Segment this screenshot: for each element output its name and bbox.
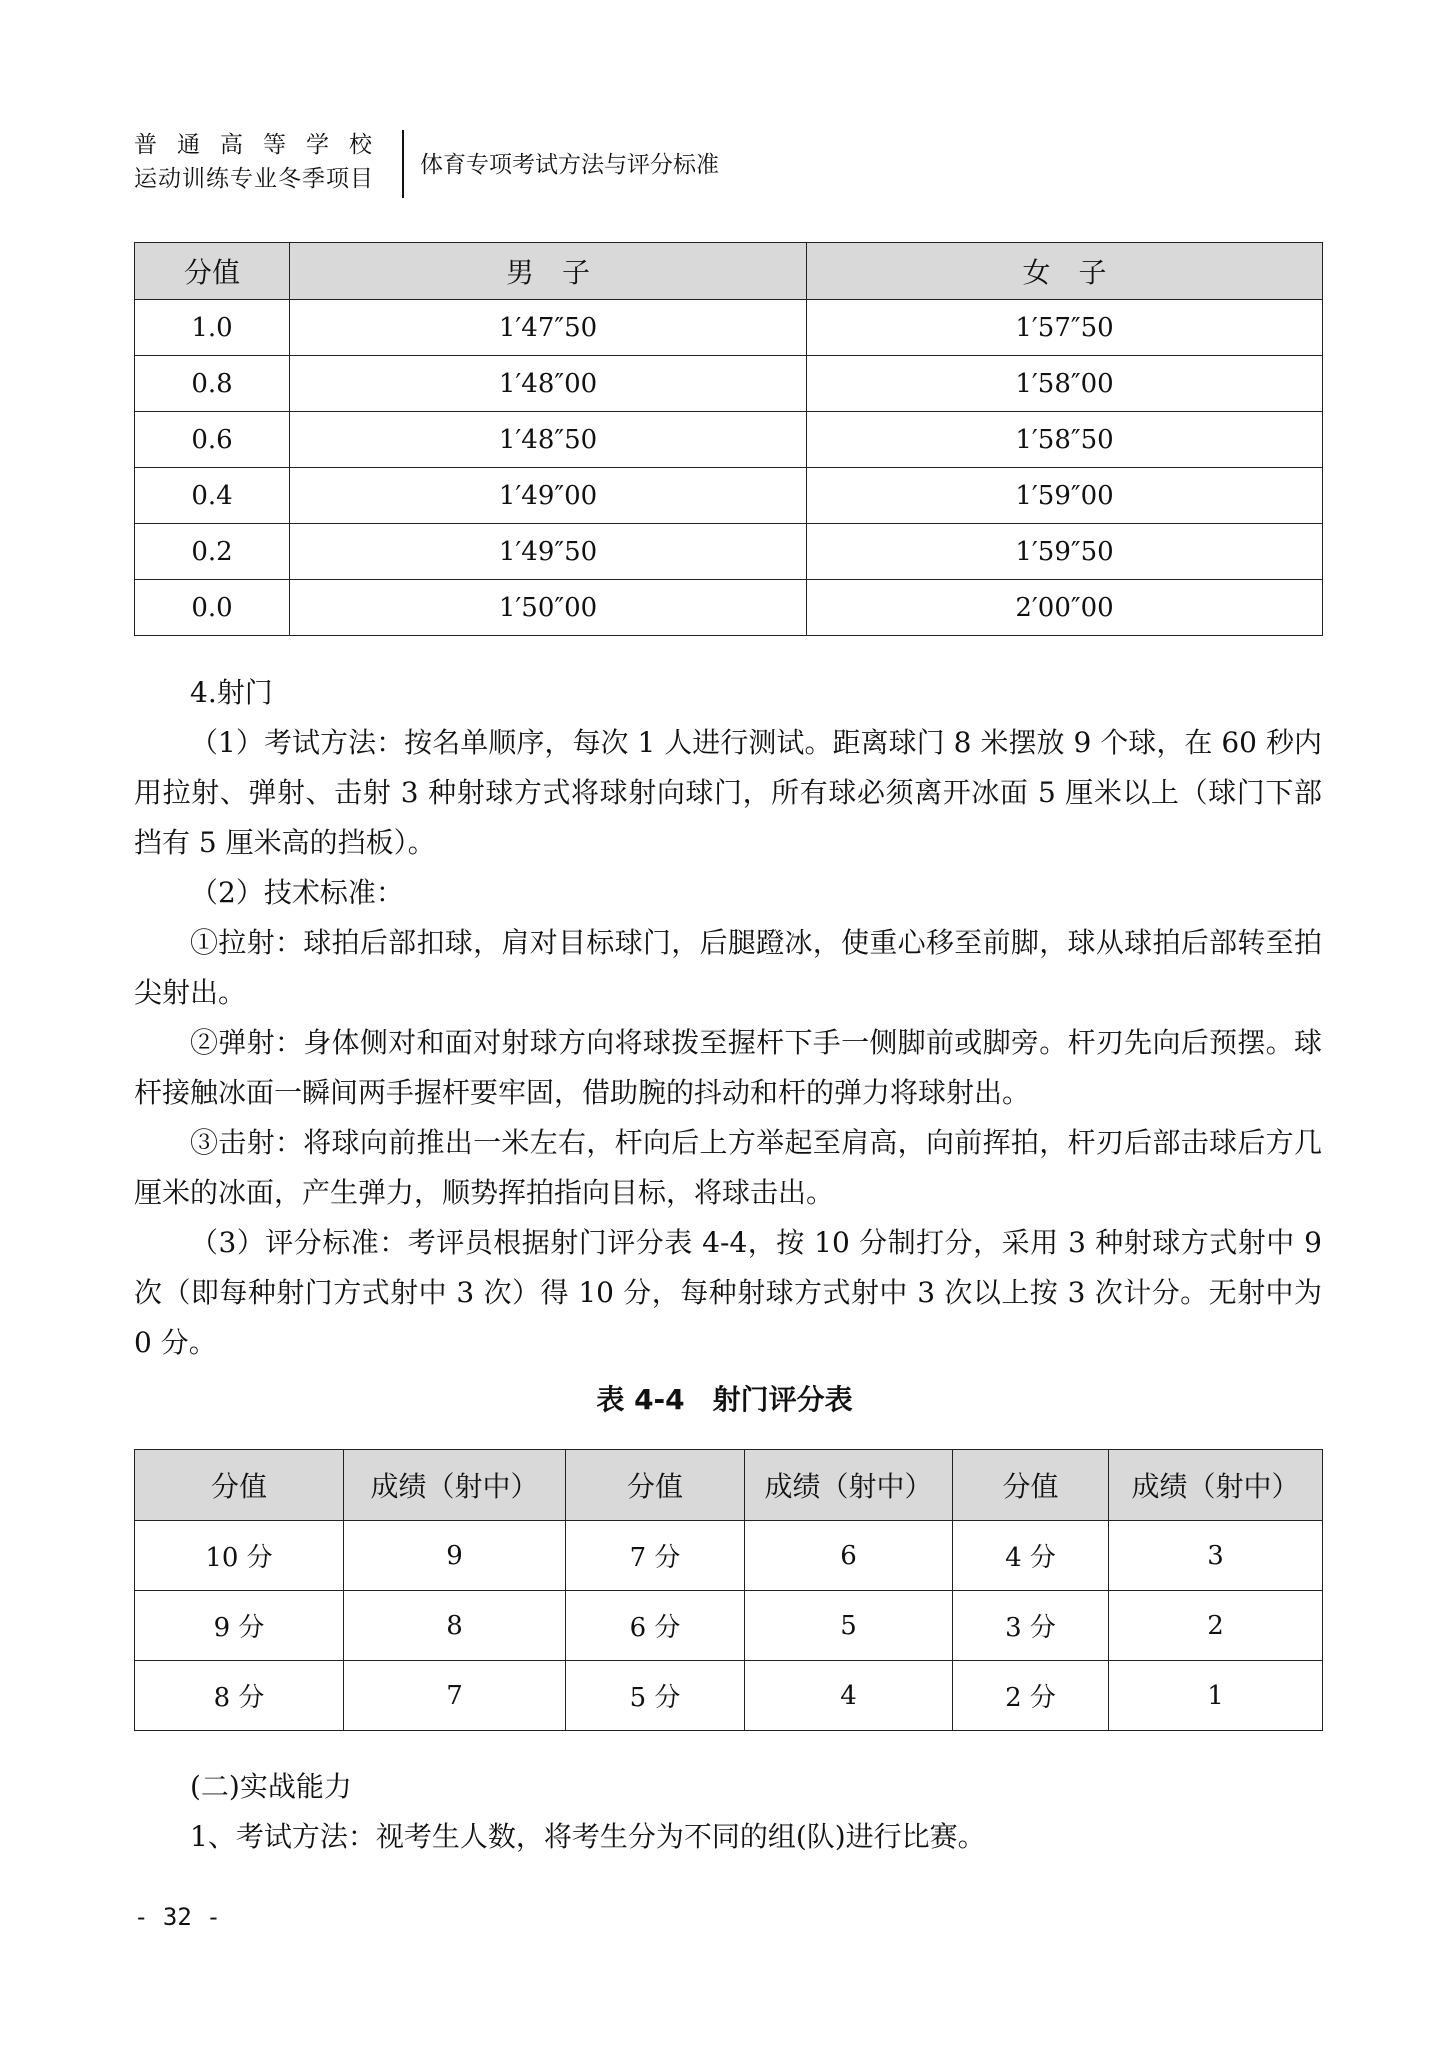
- page-number: - 32 -: [134, 1903, 221, 1931]
- table-cell: 0.2: [135, 524, 290, 580]
- table-cell: 0.0: [135, 580, 290, 636]
- table-cell: 8: [344, 1591, 566, 1661]
- header-title: 体育专项考试方法与评分标准: [420, 152, 719, 178]
- header-line2: 运动训练专业冬季项目: [134, 166, 374, 192]
- table-cell: 6 分: [566, 1591, 745, 1661]
- table-cell: 2 分: [953, 1661, 1109, 1731]
- table-row: [135, 1521, 1323, 1591]
- table-cell: 1′59″50: [807, 524, 1323, 580]
- table-row: [135, 412, 1323, 468]
- table-cell: 1′58″50: [807, 412, 1323, 468]
- table-cell: 1: [1109, 1661, 1323, 1731]
- table-cell: 1′58″00: [807, 356, 1323, 412]
- table-caption: 表 4-4 射门评分表: [596, 1383, 853, 1416]
- combat-heading: (二)实战能力: [190, 1770, 352, 1803]
- table-cell: 1′49″00: [290, 468, 807, 524]
- tech-paragraph-3: ③击射：将球向前推出一米左右，杆向后上方举起至肩高，向前挥拍，杆刃后部击球后方几厘米的冰面，产生弹力，顺势挥拍指向目标，将球击出。: [134, 1126, 1322, 1209]
- header-cell: 分值: [953, 1450, 1109, 1521]
- table-cell: 1′48″00: [290, 356, 807, 412]
- table-cell: 0.6: [135, 412, 290, 468]
- table-cell: 1.0: [135, 300, 290, 356]
- table-cell: 0.8: [135, 356, 290, 412]
- method-paragraph: （1）考试方法：按名单顺序，每次 1 人进行测试。距离球门 8 米摆放 9 个球，在 60 秒内用拉射、弹射、击射 3 种射球方式将球射向球门，所有球必须离开冰面 5 厘米以上（球门下部挡有 5 厘米高的挡板）。: [134, 726, 1322, 859]
- table-cell: 7: [344, 1661, 566, 1731]
- table-cell: 4 分: [953, 1521, 1109, 1591]
- header-cell: 女 子: [807, 243, 1323, 300]
- table-header-row: [135, 243, 1323, 300]
- table-cell: 7 分: [566, 1521, 745, 1591]
- table-cell: 6: [745, 1521, 953, 1591]
- header-line1: 普通高等学校: [134, 132, 392, 158]
- table-row: [135, 468, 1323, 524]
- header-cell: 成绩（射中）: [344, 1450, 566, 1521]
- table-row: [135, 356, 1323, 412]
- table-cell: 9: [344, 1521, 566, 1591]
- table-row: [135, 524, 1323, 580]
- combat-method: 1、考试方法：视考生人数，将考生分为不同的组(队)进行比赛。: [190, 1820, 986, 1853]
- table-cell: 8 分: [135, 1661, 344, 1731]
- table-row: [135, 1591, 1323, 1661]
- time-score-table: [134, 242, 1323, 636]
- table-cell: 1′49″50: [290, 524, 807, 580]
- header-cell: 分值: [566, 1450, 745, 1521]
- table-cell: 2′00″00: [807, 580, 1323, 636]
- tech-paragraph-2: ②弹射：身体侧对和面对射球方向将球拨至握杆下手一侧脚前或脚旁。杆刃先向后预摆。球杆接触冰面一瞬间两手握杆要牢固，借助腕的抖动和杆的弹力将球射出。: [134, 1026, 1322, 1109]
- header-cell: 成绩（射中）: [1109, 1450, 1323, 1521]
- header-cell: 男 子: [290, 243, 807, 300]
- table-cell: 10 分: [135, 1521, 344, 1591]
- table-cell: 1′48″50: [290, 412, 807, 468]
- table-cell: 4: [745, 1661, 953, 1731]
- table-cell: 9 分: [135, 1591, 344, 1661]
- table-cell: 5: [745, 1591, 953, 1661]
- section-heading: 4.射门: [190, 676, 273, 709]
- header-cell: 分值: [135, 243, 290, 300]
- header-cell: 分值: [135, 1450, 344, 1521]
- tech-paragraph-1: ①拉射：球拍后部扣球，肩对目标球门，后腿蹬冰，使重心移至前脚，球从球拍后部转至拍尖射出。: [134, 926, 1322, 1009]
- table-row: [135, 580, 1323, 636]
- table-row: [135, 1661, 1323, 1731]
- header-divider: [402, 130, 404, 198]
- table-cell: 2: [1109, 1591, 1323, 1661]
- table-cell: 3: [1109, 1521, 1323, 1591]
- table-cell: 0.4: [135, 468, 290, 524]
- shoot-score-table: [134, 1449, 1323, 1731]
- table-cell: 1′57″50: [807, 300, 1323, 356]
- scoring-paragraph: （3）评分标准：考评员根据射门评分表 4-4，按 10 分制打分，采用 3 种射球方式射中 9 次（即每种射门方式射中 3 次）得 10 分，每种射球方式射中 3 次以上按 3 次计分。无射中为 0 分。: [134, 1226, 1322, 1359]
- header-left: [134, 128, 394, 196]
- table-cell: 5 分: [566, 1661, 745, 1731]
- tech-heading: （2）技术标准：: [190, 876, 404, 909]
- table-cell: 3 分: [953, 1591, 1109, 1661]
- table-row: [135, 300, 1323, 356]
- header-cell: 成绩（射中）: [745, 1450, 953, 1521]
- table-cell: 1′59″00: [807, 468, 1323, 524]
- table-header-row: [135, 1450, 1323, 1521]
- table-cell: 1′50″00: [290, 580, 807, 636]
- table-cell: 1′47″50: [290, 300, 807, 356]
